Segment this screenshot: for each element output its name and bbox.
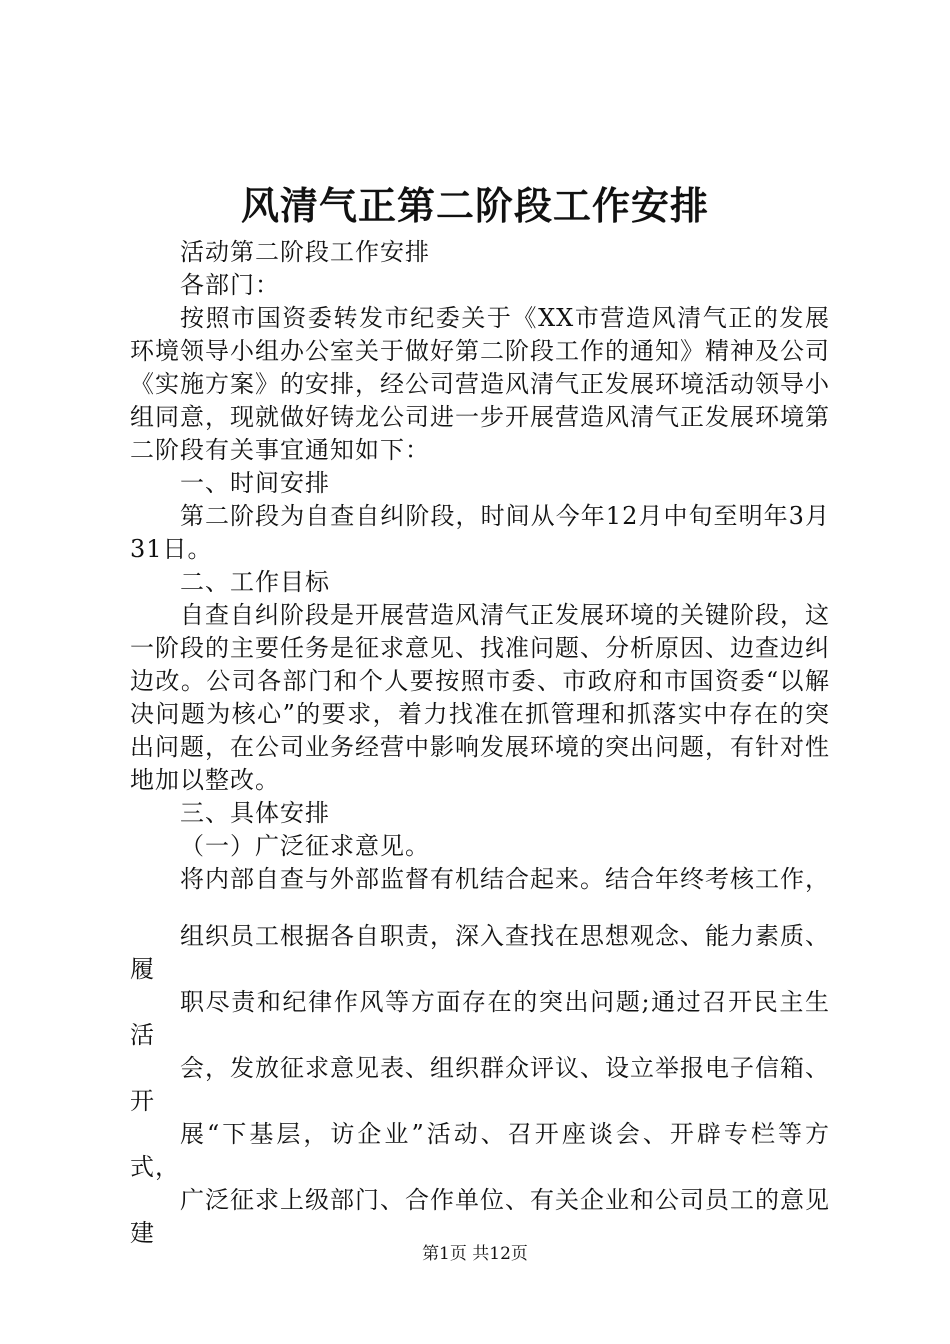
page-footer: 第1页 共12页 <box>422 1244 528 1264</box>
section-heading-goal: 二、工作目标 <box>180 568 330 596</box>
document-title: 风清气正第二阶段工作安排 <box>240 183 709 228</box>
arrangement-line: 会，发放征求意见表、组织群众评议、设立举报电子信箱、开 <box>130 1054 830 1115</box>
arrangement-line: 展“下基层，访企业”活动、召开座谈会、开辟专栏等方式， <box>130 1120 830 1181</box>
subsection-heading: （一）广泛征求意见。 <box>180 832 430 860</box>
arrangement-paragraph: 将内部自查与外部监督有机结合起来。结合年终考核工作， <box>180 865 830 893</box>
intro-paragraph: 按照市国资委转发市纪委关于《XX市营造风清气正的发展环境领导小组办公室关于做好第二阶段工作的通知》精神及公司《实施方案》的安排，经公司营造风清气正发展环境活动领导小组同意，现就做好铸龙公司进一步开展营造风清气正发展环境第二阶段有关事宜通知如下： <box>130 304 830 464</box>
time-paragraph: 第二阶段为自查自纠阶段，时间从今年12月中旬至明年3月31日。 <box>130 502 830 563</box>
arrangement-line: 广泛征求上级部门、合作单位、有关企业和公司员工的意见建 <box>130 1186 830 1247</box>
subtitle-paragraph: 活动第二阶段工作安排 <box>180 238 430 266</box>
arrangement-line: 职尽责和纪律作风等方面存在的突出问题;通过召开民主生活 <box>130 988 830 1049</box>
arrangement-line: 组织员工根据各自职责，深入查找在思想观念、能力素质、履 <box>130 922 830 983</box>
salutation-paragraph: 各部门： <box>180 271 280 299</box>
document-body <box>130 236 830 1250</box>
section-heading-time: 一、时间安排 <box>180 469 330 497</box>
section-heading-arrangement: 三、具体安排 <box>180 799 330 827</box>
goal-paragraph: 自查自纠阶段是开展营造风清气正发展环境的关键阶段，这一阶段的主要任务是征求意见、找准问题、分析原因、边查边纠边改。公司各部门和个人要按照市委、市政府和市国资委“以解决问题为核心”的要求，着力找准在抓管理和抓落实中存在的突出问题，在公司业务经营中影响发展环境的突出问题，有针对性地加以整改。 <box>130 601 830 794</box>
